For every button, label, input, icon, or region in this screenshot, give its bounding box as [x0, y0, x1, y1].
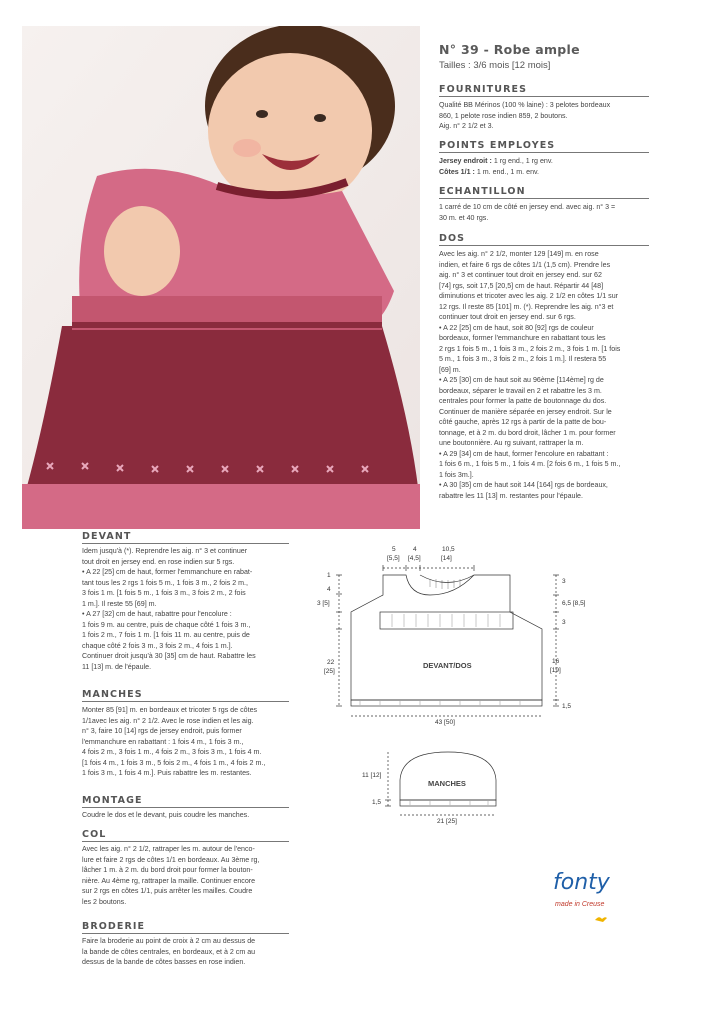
- sleeve-outline: [400, 752, 496, 800]
- section-heading-points: POINTS EMPLOYES: [439, 140, 556, 151]
- brand-logo: fonty: [553, 870, 610, 895]
- sleeve-width-label: 21 [25]: [437, 818, 457, 825]
- col-text: Avec les aig. n° 2 1/2, rattraper les m. autour de l'enco- lure et faire 2 rgs de côtes 1/1 en bordeaux. Au 3ème rg, lâcher 1 m. à 2 m. du bord droit pour former la bouton- nière. Au 4ème rg, rattraper la maille. Continuer encore sur 2 rgs en côtes 1/1, puis arrêter les mailles. Coudre les 2 boutons.: [82, 845, 260, 906]
- brand-tagline: made in Creuse: [555, 901, 605, 908]
- sleeve-rib-band: [400, 800, 496, 806]
- section-heading-col: COL: [82, 829, 107, 840]
- pattern-title: N° 39 - Robe ample: [439, 42, 580, 57]
- body-label: DEVANT/DOS: [423, 661, 472, 670]
- broderie-text: Faire la broderie au point de croix à 2 cm au dessus de la bande de côtes centrales, en bordeaux, et à 2 cm au dessus de la bande de côtes basses en rose indien.: [82, 937, 256, 966]
- section-heading-manches: MANCHES: [82, 689, 143, 700]
- devant-text: Idem jusqu'à (*). Reprendre les aig. n° 3 et continuer tout droit en jersey end. en rose indien sur 5 rgs. • A 22 [25] cm de haut, former l'emmanchure en rabat- tant tous les 2 rgs 1 fois 5 m., 1 fois 3 m., 2 fois 2 m., 3 fois 1 m. [1 fois 5 m., 1 fois 3 m., 3 fois 2 m., 2 fois 1 m.]. Il reste 55 [69] m. • A 27 [32] cm de haut, rabattre pour l'encolure : 1 fois 9 m. au centre, puis de chaque côté 1 fois 3 m., 1 fois 2 m., 7 fois 1 m. [1 fois 11 m. au centre, puis de chaque côté 2 fois 3 m., 3 fois 2 m., 4 fois 1 m.]. Continuer droit jusqu'à 30 [35] cm de haut. Rabattre les 11 [13] m. de l'épaule.: [82, 547, 256, 671]
- sleeve-label: MANCHES: [428, 779, 466, 788]
- section-heading-broderie: BRODERIE: [82, 921, 146, 932]
- bird-icon: [594, 914, 608, 924]
- pattern-sizes: Tailles : 3/6 mois [12 mois]: [439, 60, 551, 71]
- manches-text: Monter 85 [91] m. en bordeaux et tricoter 5 rgs de côtes 1/1avec les aig. n° 2 1/2. Avec le rose indien et les aig. n° 3, faire 10 [14] rgs de jersey endroit, puis former l'emmanchure en rabattant : 1 fois 4 m., 1 fois 3 m., 4 fois 2 m., 3 fois 1 m., 4 fois 2 m., 3 fois 3 m., 1 fois 4 m. [1 fois 4 m., 1 fois 3 m., 5 fois 2 m., 4 fois 1 m., 4 fois 2 m., 1 fois 3 m., 1 fois 4 m.]. Puis rabattre les m. restantes.: [82, 706, 266, 777]
- dos-text: Avec les aig. n° 2 1/2, monter 129 [149] m. en rose indien, et faire 6 rgs de côtes 1/1 (1,5 cm). Prendre les aig. n° 3 et continuer tout droit en jersey end. sur 62 [74] rgs, soit 17,5 [20,5] cm de haut. Répartir 44 [48] diminutions et tricoter avec les aig. 2 1/2 en côtes 1/1 sur 12 rgs. Il reste 85 [101] m. (*). Reprendre les aig. n°3 et continuer tout droit en jersey end. sur 6 rgs. • A 22 [25] cm de haut, soit 80 [92] rgs de couleur bordeaux, former l'emmanchure en rabattant tous les 2 rgs 1 fois 5 m., 1 fois 3 m., 2 fois 2 m., 3 fois 1 m. [1 fois 5 m., 1 fois 3 m., 3 fois 2 m., 2 fois 1 m.]. Il restera 55 [69] m. • A 25 [30] cm de haut soit au 96ème [114ème] rg de bordeaux, séparer le travail en 2 et rabattre les 3 m. centrales pour former la patte de boutonnage du dos. Continuer de manière séparée en jersey endroit. Sur le côté gauche, après 12 rgs à partir de la patte de bou- tonnage, et à 2 m. du bord droit, lâcher 1 m. pour former une boutonnière. Au rg suivant, rattraper la m. • A 29 [34] cm de haut, former l'encolure en rabattant : 1 fois 6 m., 1 fois 5 m., 1 fois 4 m. [2 fois 6 m., 1 fois 5 m., 1 fois 3m.]. • A 30 [35] cm de haut soit 144 [164] rgs de bordeaux, rabattre les 11 [13] m. restantes pour l'épaule.: [439, 250, 621, 500]
- section-heading-dos: DOS: [439, 233, 466, 244]
- rib-band-hem: [351, 700, 542, 706]
- section-heading-montage: MONTAGE: [82, 795, 143, 806]
- section-heading-fournitures: FOURNITURES: [439, 84, 528, 95]
- body-outline: [351, 575, 542, 700]
- section-heading-echantillon: ECHANTILLON: [439, 186, 526, 197]
- body-width-label: 43 [50]: [435, 719, 455, 726]
- points-text: Jersey endroit : 1 rg end., 1 rg env. Côtes 1/1 : 1 m. end., 1 m. env.: [439, 157, 553, 176]
- echantillon-text: 1 carré de 10 cm de côté en jersey end. avec aig. n° 3 = 30 m. et 40 rgs.: [439, 203, 616, 222]
- fournitures-text: Qualité BB Mérinos (100 % laine) : 3 pelotes bordeaux 860, 1 pelote rose indien 859, 2 boutons. Aig. n° 2 1/2 et 3.: [439, 101, 611, 130]
- rib-band-waist: [380, 612, 513, 629]
- montage-text: Coudre le dos et le devant, puis coudre les manches.: [82, 811, 250, 819]
- section-heading-devant: DEVANT: [82, 531, 132, 542]
